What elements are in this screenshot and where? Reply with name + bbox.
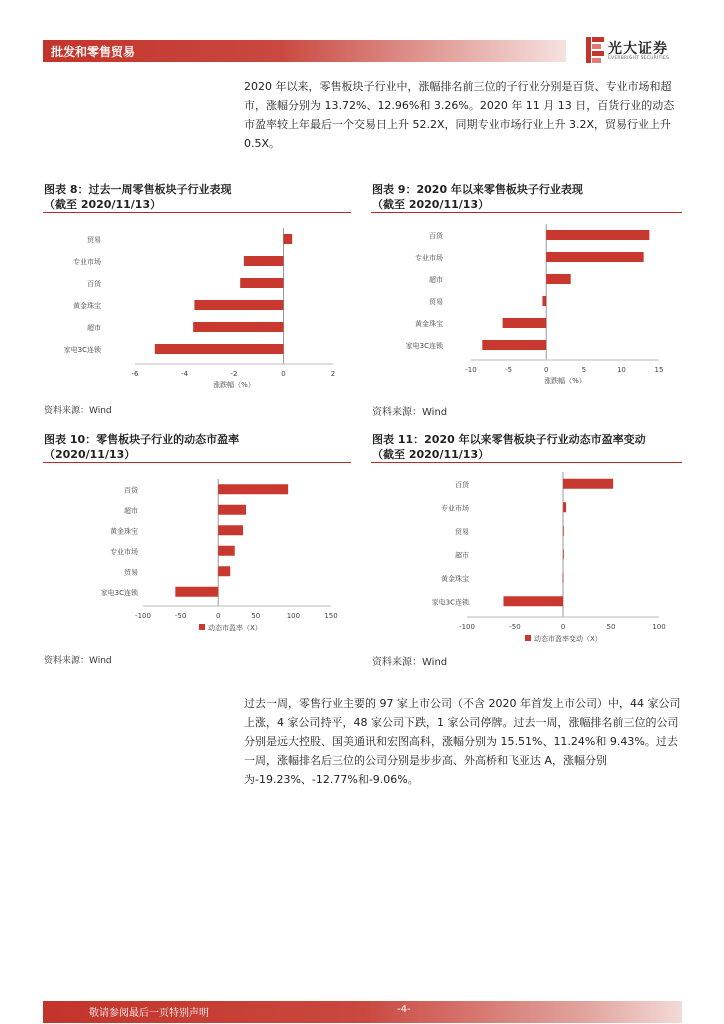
bar-0	[563, 479, 613, 489]
logo-mark-icon	[586, 37, 604, 63]
figure11-source: 资料来源：Wind	[372, 657, 448, 668]
category-label-3: 超市	[455, 551, 469, 560]
legend-swatch	[199, 624, 205, 630]
page-number: -4-	[397, 1004, 411, 1015]
category-label-1: 专业市场	[73, 258, 101, 266]
figure11-chart	[371, 464, 682, 648]
tick-label-2: -2	[230, 370, 238, 378]
intro-paragraph: 2020 年以来，零售板块子行业中，涨幅排名前三位的子行业分别是百货、专业市场和超市，涨幅分别为 13.72%、12.96%和 3.26%。2020 年 11 月 13 日，百货行业的动态市盈率较上年最后一个交易日上升 52.2X，同期专业市场行业上升 3.2X，贸易行业上升 0.5X。	[244, 80, 675, 150]
x-axis-label: 涨跌幅（%）	[544, 377, 586, 385]
bar-3	[218, 546, 235, 556]
category-label-4: 超市	[87, 324, 101, 332]
category-label-0: 贸易	[87, 236, 101, 244]
figure9-chart-svg	[371, 214, 682, 394]
logo-name-cn: 光大证券	[608, 41, 668, 57]
tick-label-2: 0	[543, 366, 549, 374]
bar-3	[542, 296, 546, 306]
category-label-5: 家电3C连锁	[100, 588, 138, 597]
figure8-source: 资料来源：Wind	[44, 406, 112, 416]
figure8-chart-svg	[43, 214, 351, 394]
bar-0	[218, 484, 288, 494]
tick-label-2: 0	[560, 623, 566, 631]
category-label-4: 黄金珠宝	[415, 320, 443, 328]
page-footer	[43, 1001, 682, 1023]
bar-4	[218, 566, 230, 576]
category-label-5: 家电3C连锁	[405, 342, 443, 350]
figure9-title: 图表 9：2020 年以来零售板块子行业表现 （截至 2020/11/13）	[372, 183, 583, 211]
tick-label-0: -10	[465, 366, 477, 374]
page-header	[0, 0, 724, 70]
bar-2	[240, 278, 283, 288]
category-label-4: 贸易	[124, 568, 138, 577]
tick-label-4: 2	[330, 370, 336, 378]
category-label-2: 黄金珠宝	[110, 527, 138, 536]
category-label-5: 家电3C连锁	[63, 346, 101, 354]
bar-5	[482, 340, 546, 350]
figure11-title: 图表 11：2020 年以来零售板块子行业动态市盈率变动 （截至 2020/11/13）	[372, 433, 646, 461]
figure8-divider	[43, 212, 351, 213]
figure10-title: 图表 10：零售板块子行业的动态市盈率 （2020/11/13）	[44, 433, 240, 461]
bar-4	[563, 573, 564, 583]
bar-1	[244, 256, 284, 266]
category-label-2: 超市	[429, 276, 443, 284]
figure9-chart	[371, 214, 682, 398]
legend-label: 动态市盈率变动（X）	[534, 635, 602, 643]
tick-label-0: -100	[135, 612, 151, 620]
tick-label-3: 5	[581, 366, 587, 374]
figure8-chart	[43, 214, 351, 398]
legend-label: 动态市盈率（X）	[208, 624, 262, 632]
category-label-3: 贸易	[429, 298, 443, 306]
figure10-chart-svg	[43, 464, 351, 644]
bar-2	[546, 274, 571, 284]
section-banner	[43, 40, 566, 62]
bar-1	[546, 252, 643, 262]
category-label-2: 百货	[87, 280, 101, 288]
bar-3	[194, 300, 283, 310]
figure11-chart-svg	[371, 464, 682, 644]
category-label-1: 专业市场	[441, 504, 469, 513]
bar-0	[546, 230, 649, 240]
category-label-0: 百货	[124, 486, 138, 495]
x-axis-label: 涨跌幅（%）	[213, 381, 255, 389]
logo-name-en: EVERBRIGHT SECURITIES	[608, 56, 670, 61]
tick-label-1: -5	[505, 366, 513, 374]
bar-2	[218, 525, 243, 535]
tick-label-4: 100	[286, 612, 301, 620]
category-label-0: 百货	[429, 232, 443, 240]
category-label-3: 黄金珠宝	[73, 302, 101, 310]
tick-label-1: -50	[174, 612, 187, 620]
category-label-5: 家电3C连锁	[431, 598, 469, 607]
category-label-2: 贸易	[455, 527, 469, 536]
weekly-summary-paragraph: 过去一周，零售行业主要的 97 家上市公司（不含 2020 年首发上市公司）中，44 家公司上涨，4 家公司持平，48 家公司下跌，1 家公司停牌。过去一周，涨幅排名前三位的公司分别是远大控股、国美通讯和宏图高科，涨幅分别为 15.51%、11.24%和 9.43%。过去一周，涨幅排名后三位的公司分别是步步高、外高桥和飞亚达 A，涨幅分别为-19.23%、-12.77%和-9.06%。	[244, 697, 681, 786]
bar-4	[193, 322, 283, 332]
category-label-1: 超市	[124, 506, 138, 515]
category-label-1: 专业市场	[415, 254, 443, 262]
tick-label-4: 10	[616, 366, 626, 374]
bar-2	[563, 526, 564, 536]
bar-5	[503, 596, 563, 606]
section-title: 批发和零售贸易	[51, 45, 136, 59]
tick-label-1: -4	[181, 370, 188, 378]
category-label-3: 专业市场	[110, 547, 138, 556]
tick-label-0: -100	[459, 623, 475, 631]
tick-label-3: 0	[281, 370, 286, 378]
figure8-title: 图表 8：过去一周零售板块子行业表现 （截至 2020/11/13）	[44, 183, 232, 211]
figure9-source: 资料来源：Wind	[372, 407, 448, 418]
bar-3	[563, 549, 564, 559]
figure10-source: 资料来源：Wind	[44, 656, 112, 666]
tick-label-5: 15	[654, 366, 664, 374]
tick-label-3: 50	[251, 612, 261, 620]
figure11-divider	[371, 462, 682, 463]
legend-swatch	[525, 635, 531, 641]
figure10-chart	[43, 464, 351, 648]
tick-label-0: -6	[131, 370, 139, 378]
bar-4	[503, 318, 547, 328]
bar-5	[155, 344, 284, 354]
bar-5	[175, 587, 218, 597]
bar-1	[563, 502, 566, 512]
category-label-0: 百货	[455, 480, 469, 489]
company-logo	[586, 37, 686, 65]
bar-0	[284, 234, 293, 244]
tick-label-5: 150	[324, 612, 338, 620]
figure9-divider	[371, 212, 682, 213]
figure10-divider	[43, 462, 351, 463]
tick-label-4: 100	[652, 623, 666, 631]
tick-label-3: 50	[606, 623, 616, 631]
footer-disclaimer: 敬请参阅最后一页特别声明	[89, 1008, 209, 1019]
tick-label-1: -50	[509, 623, 521, 631]
category-label-4: 黄金珠宝	[441, 574, 469, 583]
tick-label-2: 0	[215, 612, 221, 620]
bar-1	[218, 505, 246, 515]
